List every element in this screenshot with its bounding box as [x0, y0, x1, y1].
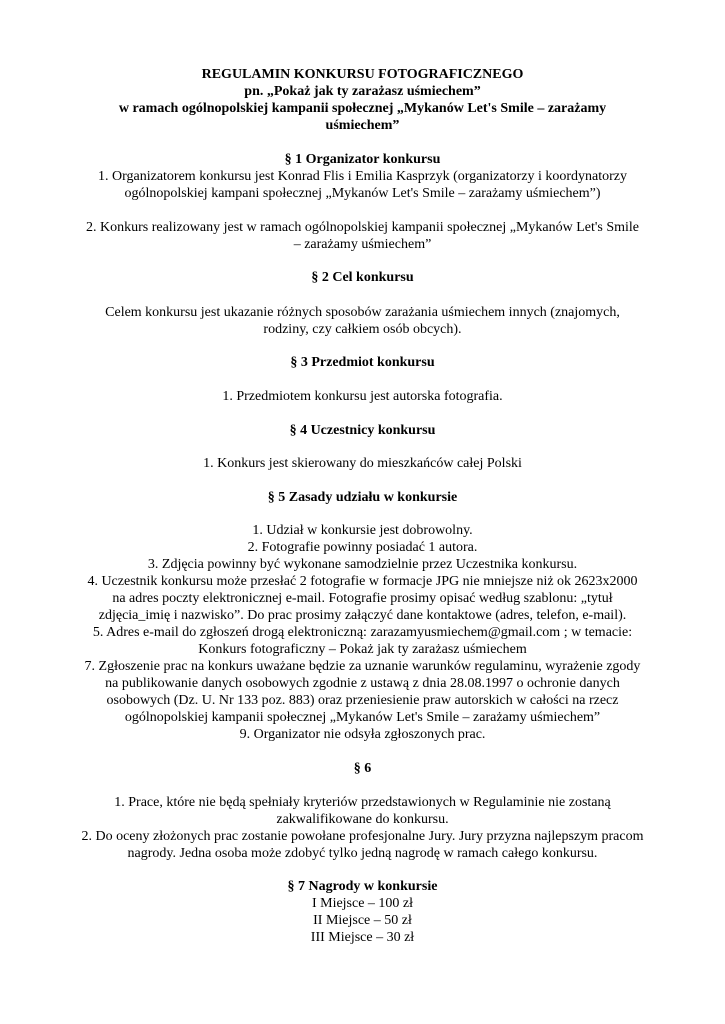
section-6-line: nagrody. Jedna osoba może zdobyć tylko jedną nagrodę w ramach całego konkursu. [127, 846, 598, 861]
section-1-heading: § 1 Organizator konkursu [284, 152, 441, 167]
section-5-line: ogólnopolskiej kampanii społecznej „Mykanów Let's Smile – zarażamy uśmiechem” [124, 710, 601, 725]
section-5-line: 7. Zgłoszenie prac na konkurs uważane będzie za uznanie warunków regulaminu, wyrażenie zgody [84, 659, 641, 674]
section-5-line: zdjęcia_imię i nazwisko”. Do prac prosimy załączyć dane kontaktowe (adres, telefon, e-mail). [98, 608, 627, 623]
section-6-line: 1. Prace, które nie będą spełniały kryteriów przedstawionych w Regulaminie nie zostaną [114, 795, 611, 810]
section-5-line: na adres poczty elektronicznej e-mail. Fotografie prosimy opisać według szablonu: „tytuł [112, 591, 613, 606]
section-5-line: 9. Organizator nie odsyła zgłoszonych prac. [239, 727, 486, 742]
section-5-line: 3. Zdjęcia powinny być wykonane samodzielnie przez Uczestnika konkursu. [147, 557, 578, 572]
section-6-line: 2. Do oceny złożonych prac zostanie powołane profesjonalne Jury. Jury przyzna najlepszym pracom [81, 829, 644, 844]
prize-third: III Miejsce – 30 zł [310, 930, 415, 945]
document-subtitle: pn. „Pokaż jak ty zarażasz uśmiechem” [244, 84, 481, 99]
section-1-paragraph-2: 2. Konkurs realizowany jest w ramach ogólnopolskiej kampanii społecznej „Mykanów Let's Smile [85, 220, 640, 235]
prize-first: I Miejsce – 100 zł [311, 896, 414, 911]
section-1-paragraph-1-cont: ogólnopolskiej kampani społecznej „Mykanów Let's Smile – zarażamy uśmiechem”) [124, 186, 601, 201]
document-title: REGULAMIN KONKURSU FOTOGRAFICZNEGO [201, 67, 524, 82]
section-1-paragraph-1: 1. Organizatorem konkursu jest Konrad Flis i Emilia Kasprzyk (organizatorzy i koordynatorzy [97, 169, 628, 184]
document-campaign-line-cont: uśmiechem” [325, 118, 400, 133]
section-2-heading: § 2 Cel konkursu [311, 270, 414, 285]
section-7-heading: § 7 Nagrody w konkursie [287, 879, 438, 894]
section-5-line: 1. Udział w konkursie jest dobrowolny. [252, 523, 473, 538]
section-5-line: osobowych (Dz. U. Nr 133 poz. 883) oraz przeniesienie praw autorskich w całości na rzecz [106, 693, 619, 708]
document-campaign-line: w ramach ogólnopolskiej kampanii społecznej „Mykanów Let's Smile – zarażamy [118, 101, 607, 116]
section-5-heading: § 5 Zasady udziału w konkursie [267, 490, 458, 505]
section-3-heading: § 3 Przedmiot konkursu [290, 355, 435, 370]
section-5-line: na publikowanie danych osobowych zgodnie z ustawą z dnia 28.08.1997 o ochronie danych [105, 676, 620, 691]
section-4-heading: § 4 Uczestnicy konkursu [289, 423, 436, 438]
section-5-line: Konkurs fotograficzny – Pokaż jak ty zarażasz uśmiechem [198, 642, 527, 657]
section-4-paragraph: 1. Konkurs jest skierowany do mieszkańców całej Polski [203, 456, 522, 471]
section-3-paragraph: 1. Przedmiotem konkursu jest autorska fotografia. [222, 389, 503, 404]
section-6-line: zakwalifikowane do konkursu. [276, 812, 449, 827]
prize-second: II Miejsce – 50 zł [313, 913, 412, 928]
section-1-paragraph-2-cont: – zarażamy uśmiechem” [293, 237, 432, 252]
section-5-line: 2. Fotografie powinny posiadać 1 autora. [247, 540, 478, 555]
section-5-line: 4. Uczestnik konkursu może przesłać 2 fotografie w formacje JPG nie mniejsze niż ok 2623x2000 [87, 574, 638, 589]
section-5-email-line: 5. Adres e-mail do zgłoszeń drogą elektroniczną: zarazamyusmiechem@gmail.com ; w temacie: [92, 625, 633, 640]
section-2-paragraph-cont: rodziny, czy całkiem osób obcych). [263, 322, 462, 337]
section-6-heading: § 6 [353, 761, 372, 776]
section-2-paragraph: Celem konkursu jest ukazanie różnych sposobów zarażania uśmiechem innych (znajomych, [105, 305, 620, 320]
